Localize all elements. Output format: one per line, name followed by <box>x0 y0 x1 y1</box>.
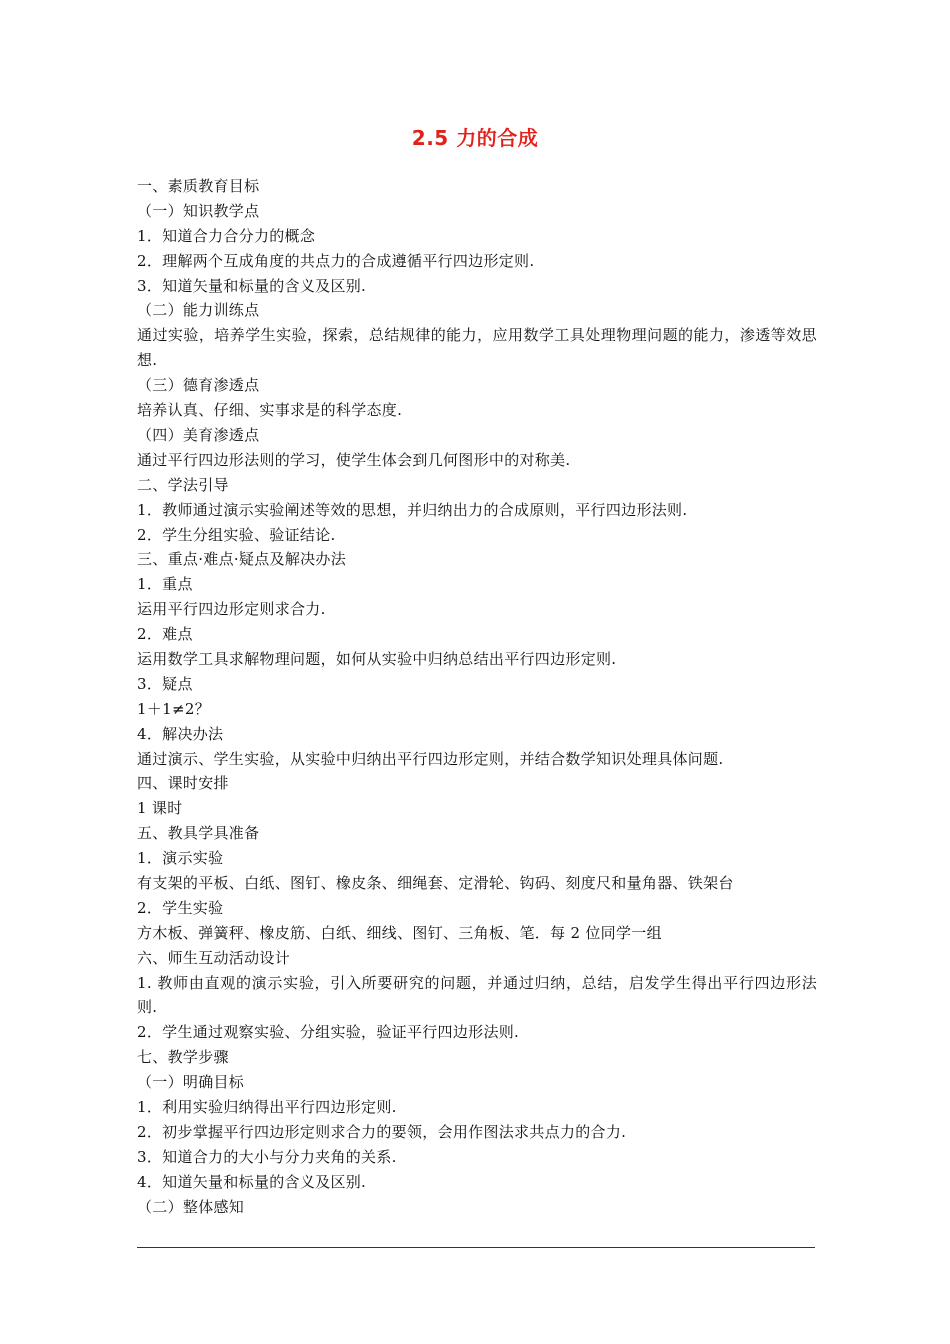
list-item: 4．解决办法 <box>137 724 224 743</box>
section-heading: 一、素质教育目标 <box>137 177 260 195</box>
section-heading: 六、师生互动活动设计 <box>137 948 291 967</box>
paragraph: 运用数学工具求解物理问题，如何从实验中归纳总结出平行四边形定则. <box>137 649 617 668</box>
list-item: 2．初步掌握平行四边形定则求合力的要领，会用作图法求共点力的合力. <box>137 1122 627 1141</box>
paragraph: 运用平行四边形定则求合力. <box>137 600 326 619</box>
paragraph: 方木板、弹簧秤、橡皮筋、白纸、细线、图钉、三角板、笔．每 2 位同学一组 <box>137 923 662 942</box>
footer-divider <box>137 1247 815 1248</box>
paragraph: 通过演示、学生实验，从实验中归纳出平行四边形定则，并结合数学知识处理具体问题. <box>137 749 724 768</box>
paragraph: 1 课时 <box>137 799 183 818</box>
list-item: 2．理解两个互成角度的共点力的合成遵循平行四边形定则. <box>137 251 535 270</box>
subsection-heading: （一）明确目标 <box>137 1073 245 1092</box>
list-item: 1．教师通过演示实验阐述等效的思想，并归纳出力的合成原则，平行四边形法则. <box>137 500 688 519</box>
paragraph: 通过实验，培养学生实验，探索，总结规律的能力，应用数学工具处理物理问题的能力，渗透等效思想. <box>137 326 817 370</box>
paragraph: 有支架的平板、白纸、图钉、橡皮条、细绳套、定滑轮、钩码、刻度尺和量角器、铁架台 <box>137 873 734 892</box>
list-item: 2．学生实验 <box>137 898 224 917</box>
subsection-heading: （四）美育渗透点 <box>137 425 260 444</box>
section-heading: 三、重点·难点·疑点及解决办法 <box>137 550 347 569</box>
section-heading: 五、教具学具准备 <box>137 824 260 843</box>
subsection-heading: （三）德育渗透点 <box>137 376 260 395</box>
list-item: 2．学生通过观察实验、分组实验，验证平行四边形法则. <box>137 1023 520 1042</box>
paragraph: 培养认真、仔细、实事求是的科学态度. <box>137 401 403 420</box>
list-item: 4．知道矢量和标量的含义及区别. <box>137 1172 367 1191</box>
list-item: 2．难点 <box>137 625 193 644</box>
document-body <box>137 174 817 1219</box>
list-item: 1. 教师由直观的演示实验，引入所要研究的问题，并通过归纳，总结，启发学生得出平行四边形法则. <box>137 973 817 1017</box>
subsection-heading: （一）知识教学点 <box>137 201 260 220</box>
list-item: 3．知道合力的大小与分力夹角的关系. <box>137 1147 397 1166</box>
document-title: 2.5 力的合成 <box>411 126 539 150</box>
subsection-heading: （二）整体感知 <box>137 1197 245 1216</box>
subsection-heading: （二）能力训练点 <box>137 301 260 320</box>
paragraph: 1＋1≠2？ <box>137 699 210 718</box>
list-item: 3．知道矢量和标量的含义及区别. <box>137 276 367 295</box>
list-item: 2．学生分组实验、验证结论. <box>137 525 336 544</box>
list-item: 1．知道合力合分力的概念 <box>137 226 316 245</box>
section-heading: 七、教学步骤 <box>137 1048 229 1067</box>
list-item: 1．演示实验 <box>137 849 224 868</box>
list-item: 3．疑点 <box>137 674 193 693</box>
section-heading: 四、课时安排 <box>137 774 229 793</box>
list-item: 1．重点 <box>137 575 193 594</box>
section-heading: 二、学法引导 <box>137 475 229 494</box>
list-item: 1．利用实验归纳得出平行四边形定则. <box>137 1098 397 1117</box>
paragraph: 通过平行四边形法则的学习，使学生体会到几何图形中的对称美. <box>137 450 571 469</box>
